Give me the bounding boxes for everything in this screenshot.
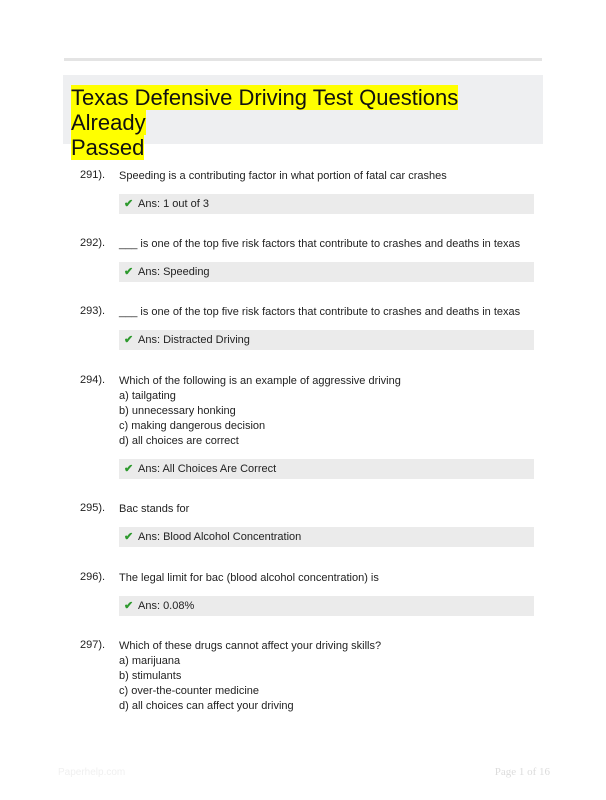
check-icon: ✔ (124, 334, 134, 346)
question-number: 296). (80, 571, 106, 583)
title-line-2: Passed (71, 135, 145, 160)
answer-291 (119, 194, 534, 214)
question-number: 291). (80, 169, 106, 181)
choice-d: d) all choices are correct (119, 435, 239, 447)
footer-site-watermark: Paperhelp.com (58, 767, 126, 778)
answer-295 (119, 527, 534, 547)
question-number: 294). (80, 374, 106, 386)
answer-text: Ans: Speeding (138, 266, 210, 278)
question-297 (80, 639, 540, 714)
choice-d: d) all choices can affect your driving (119, 700, 294, 712)
check-icon: ✔ (124, 531, 134, 543)
page-title (71, 85, 535, 160)
check-icon: ✔ (124, 463, 134, 475)
question-text (119, 169, 540, 184)
question-text (119, 639, 540, 714)
choice-a: a) tailgating (119, 390, 176, 402)
answer-text: Ans: Blood Alcohol Concentration (138, 531, 302, 543)
question-line: ___ is one of the top five risk factors that contribute to crashes and deaths in texas (119, 306, 521, 318)
question-line: Speeding is a contributing factor in what portion of fatal car crashes (119, 170, 447, 182)
question-text (119, 571, 540, 586)
top-divider (64, 58, 542, 61)
question-number: 293). (80, 305, 106, 317)
question-text (119, 502, 540, 517)
footer-page-number: Page 1 of 16 (494, 766, 550, 778)
choice-a: a) marijuana (119, 655, 181, 667)
question-293 (80, 305, 540, 320)
question-292 (80, 237, 540, 252)
choice-c: c) making dangerous decision (119, 420, 266, 432)
answer-294 (119, 459, 534, 479)
title-box (63, 75, 543, 160)
question-text (119, 305, 540, 320)
choice-c: c) over-the-counter medicine (119, 685, 260, 697)
check-icon: ✔ (124, 266, 134, 278)
answer-292 (119, 262, 534, 282)
question-294 (80, 374, 540, 449)
answer-text: Ans: 1 out of 3 (138, 198, 209, 210)
question-291 (80, 169, 540, 184)
question-line: The legal limit for bac (blood alcohol concentration) is (119, 572, 379, 584)
title-line-1: Texas Defensive Driving Test Questions Already (71, 85, 459, 135)
answer-text: Ans: 0.08% (138, 600, 195, 612)
answer-296 (119, 596, 534, 616)
question-295 (80, 502, 540, 517)
choice-b: b) stimulants (119, 670, 182, 682)
question-text (119, 237, 540, 252)
check-icon: ✔ (124, 600, 134, 612)
question-number: 295). (80, 502, 106, 514)
question-text (119, 374, 540, 449)
question-line: Which of the following is an example of aggressive driving (119, 375, 401, 387)
question-line: Bac stands for (119, 503, 190, 515)
answer-text: Ans: All Choices Are Correct (138, 463, 277, 475)
answer-text: Ans: Distracted Driving (138, 334, 250, 346)
check-icon: ✔ (124, 198, 134, 210)
choice-b: b) unnecessary honking (119, 405, 236, 417)
answer-293 (119, 330, 534, 350)
question-296 (80, 571, 540, 586)
question-number: 292). (80, 237, 106, 249)
question-line: ___ is one of the top five risk factors that contribute to crashes and deaths in texas (119, 238, 521, 250)
question-number: 297). (80, 639, 106, 651)
question-line: Which of these drugs cannot affect your driving skills? (119, 640, 382, 652)
